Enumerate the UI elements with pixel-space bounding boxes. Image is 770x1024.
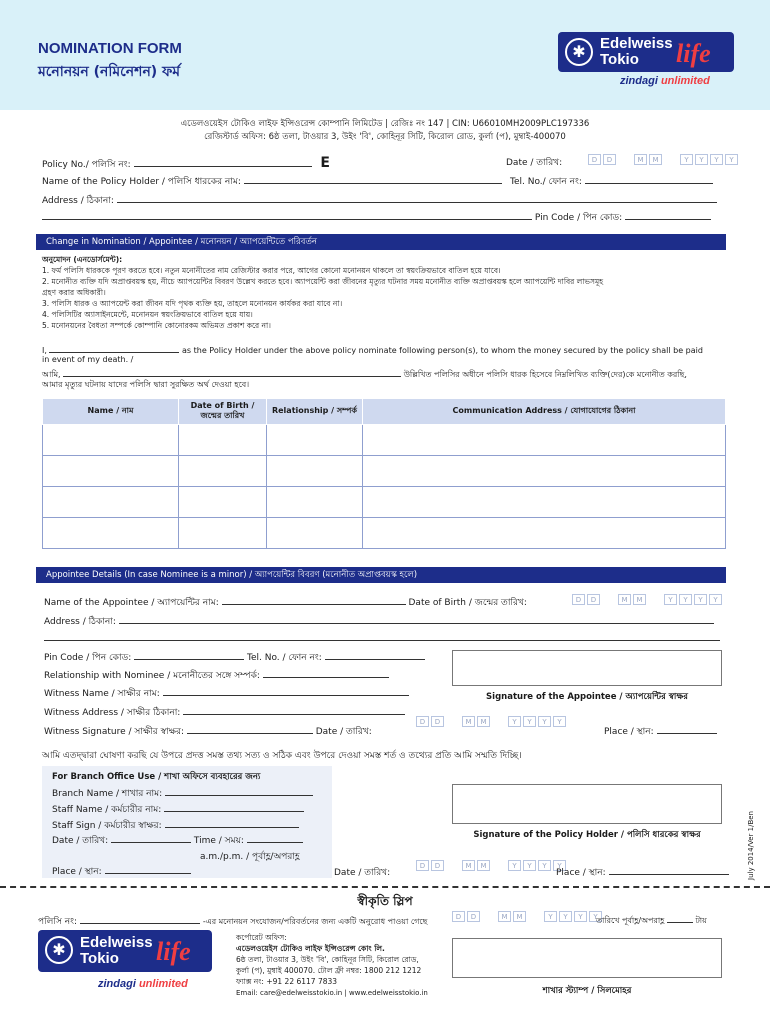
edelweiss-flower-icon: ✱ bbox=[565, 38, 593, 66]
witness-date-boxes[interactable]: D D M M Y Y Y Y bbox=[416, 716, 566, 727]
slip-title: স্বীকৃতি স্লিপ bbox=[357, 894, 413, 908]
company-line: এডেলওয়েইস টোকিও লাইফ ইন্সিওরেন্স কোম্পানি লিমিটেড | রেজিঃ নং 147 | CIN: U66010MH2009PLC197336 bbox=[180, 119, 590, 129]
witness-name-field[interactable]: Witness Name / সাক্ষীর নাম: bbox=[44, 686, 409, 701]
declaration-english-end: in event of my death. / bbox=[42, 355, 134, 364]
branch-panel-title: For Branch Office Use / শাখা অফিসে ব্যবহারের জন্য bbox=[52, 772, 261, 782]
holder-address-line2[interactable] bbox=[42, 210, 711, 225]
branch-stamp-label: শাখার স্ট্যাম্প / সিলমোহর bbox=[542, 986, 632, 996]
holder-sig-date-boxes[interactable]: D D M M Y Y Y Y bbox=[416, 860, 566, 871]
appointee-name-field[interactable]: Name of the Appointee / অ্যাপয়েন্টির নাম: Date of Birth / জন্মের তারিখ: bbox=[44, 598, 527, 608]
staff-name-field[interactable]: Staff Name / কর্মচারীর নাম: bbox=[52, 802, 304, 817]
tagline-zindagi: zindagi bbox=[620, 75, 658, 87]
tear-off-line bbox=[0, 886, 770, 888]
holder-sig-date-label: Date / তারিখ: bbox=[334, 868, 391, 878]
slip-office-email: Email: care@edelweisstokio.in | www.edelweisstokio.in bbox=[236, 989, 428, 997]
appointee-place-field[interactable]: Place / স্থান: bbox=[604, 724, 717, 739]
declaration-bengali-end: আমার মৃত্যুর ঘটনায় যাদের পলিসি দ্বারা সুরক্ষিত অর্থ দেওয়া হবে। bbox=[42, 380, 250, 389]
branch-name-field[interactable]: Branch Name / শাখার নাম: bbox=[52, 786, 313, 801]
holder-name-label: Name of the Policy Holder / পলিসি ধারকের নাম: bbox=[42, 177, 241, 187]
column-header-name: Name / নাম bbox=[43, 399, 179, 425]
policy-date-boxes[interactable]: D D M M Y Y Y Y bbox=[588, 154, 738, 165]
form-title: NOMINATION FORM bbox=[38, 40, 182, 57]
holder-address-label: Address / ঠিকানা: bbox=[42, 196, 114, 206]
note-item: 1. ফর্ম পলিসি ধারককে পূরণ করতে হবে। নতুন মনোনীতের নাম রেজিস্টার করার পরে, আগের কোনো মনোনয়ন থাকলে তা স্বয়ংক্রিয়ভাবে বাতিল হয়ে যাবে। bbox=[42, 266, 501, 275]
edelweiss-flower-icon: ✱ bbox=[45, 936, 73, 964]
appointee-address-field[interactable]: Address / ঠিকানা: bbox=[44, 614, 714, 629]
registered-office: রেজিস্টার্ড অফিস: 6ষ্ঠ তলা, টাওয়ার 3, উইং 'বি', কোহিনূর সিটি, কিরোল রোড, কুর্লা (প), মুম্বাই-400070 bbox=[204, 132, 566, 142]
company-logo bbox=[558, 32, 734, 72]
table-row bbox=[43, 456, 726, 487]
branch-ampm: a.m./p.m. / পূর্বাহ্ণ/অপরাহ্ণ bbox=[200, 852, 300, 862]
appointee-relationship-field[interactable]: Relationship with Nominee / মনোনীতের সঙ্গে সম্পর্ক: bbox=[44, 668, 389, 683]
slip-office-title: কর্পোরেট অফিস: bbox=[236, 933, 287, 942]
appointee-signature-label: Signature of the Appointee / অ্যাপয়েন্টির স্বাক্ষর bbox=[486, 692, 688, 702]
slip-office-address: 6ষ্ঠ তলা, টাওয়ার 3, উইং 'বি', কোহিনূর সিটি, কিরোল রোড, bbox=[236, 955, 419, 964]
note-item: 3. পলিসি ধারক ও অ্যাপয়েন্ট করা জীবন যদি পৃথক ব্যক্তি হয়, তাহলে মনোনয়ন কার্যকর করা যাবে না। bbox=[42, 299, 343, 308]
holder-address-field[interactable] bbox=[42, 193, 717, 208]
appointee-address-line2[interactable] bbox=[44, 632, 720, 644]
note-item: 5. মনোনয়নের বৈধতা সম্পর্কে কোম্পানি কোনোরকম অভিমত প্রকাশ করে না। bbox=[42, 321, 271, 330]
policy-holder-signature-box[interactable] bbox=[452, 784, 722, 824]
logo-text-life: life bbox=[156, 937, 191, 966]
logo-text-tokio: Tokio bbox=[600, 51, 639, 68]
notes-title: অনুমোদন (এনডোর্সমেন্ট): bbox=[42, 255, 123, 264]
note-item: 4. পলিসিটির অ্যাসাইনমেন্টে, মনোনয়ন স্বয়ংক্রিয়ভাবে বাতিল হয়ে যায়। bbox=[42, 310, 253, 319]
witness-signature-field[interactable]: Witness Signature / সাক্ষীর স্বাক্ষর: Date / তারিখ: bbox=[44, 727, 372, 737]
slip-tagline: zindagi unlimited bbox=[98, 978, 188, 990]
section-appointee-details: Appointee Details (In case Nominee is a minor) / অ্যাপয়েন্টির বিবরণ (মনোনীত অপ্রাপ্তবয়স্ক হলে) bbox=[36, 567, 726, 583]
holder-sig-place-field[interactable]: Place / স্থান: bbox=[556, 865, 729, 880]
slip-company-logo bbox=[38, 930, 212, 972]
appointee-dob-boxes[interactable]: D D M M Y Y Y Y bbox=[572, 594, 722, 605]
tagline-unlimited: unlimited bbox=[660, 75, 710, 87]
slip-office-fax: ফ্যাক্স নং: +91 22 6117 7833 bbox=[236, 977, 338, 986]
appointee-signature-box[interactable] bbox=[452, 650, 722, 686]
section-change-nomination: Change in Nomination / Appointee / মনোনয়ন / অ্যাপয়েন্টিতে পরিবর্তন bbox=[36, 234, 726, 250]
branch-date-time-field[interactable]: Date / তারিখ: Time / সময়: bbox=[52, 833, 303, 848]
policy-prefix: E bbox=[320, 155, 330, 171]
policy-date-label: Date / তারিখ: bbox=[506, 158, 563, 168]
slip-date-boxes[interactable]: D D M M Y Y Y Y bbox=[452, 911, 602, 922]
holder-tel-field[interactable] bbox=[510, 174, 713, 189]
logo-text-tokio: Tokio bbox=[80, 950, 119, 967]
policy-holder-signature-label: Signature of the Policy Holder / পলিসি ধারকের স্বাক্ষর bbox=[473, 830, 701, 840]
table-row bbox=[43, 518, 726, 549]
form-title-bengali: মনোনয়ন (নমিনেশন) ফর্ম bbox=[38, 64, 181, 80]
holder-tel-label: Tel. No./ ফোন নং: bbox=[510, 177, 582, 187]
logo-text-edelweiss: Edelweiss bbox=[600, 35, 673, 52]
slip-policy-field[interactable]: পলিসি নং: -এর মনোনয়ন সংযোজন/পরিবর্তনের জন্য একটি অনুরোধ পাওয়া গেছে bbox=[38, 917, 428, 927]
policy-number-field[interactable] bbox=[42, 155, 330, 172]
declaration-bengali[interactable]: আমি, উল্লিখিত পলিসির অধীনে পলিসি ধারক হিসেবে নিম্নলিখিত ব্যক্তি(দের)কে মনোনীত করছি, bbox=[42, 370, 687, 379]
table-row bbox=[43, 425, 726, 456]
logo-text-life: life bbox=[676, 39, 711, 68]
staff-sign-field[interactable]: Staff Sign / কর্মচারীর স্বাক্ষর: bbox=[52, 818, 299, 833]
holder-pin-label: Pin Code / পিন কোড: bbox=[534, 213, 623, 223]
slip-office-name: এডেলওয়েইস টোকিও লাইফ ইন্সিওরেন্স কোং লি. bbox=[236, 944, 385, 953]
note-item: গ্রহণ করার অধিকারী। bbox=[42, 288, 106, 297]
column-header-relationship: Relationship / সম্পর্ক bbox=[267, 399, 363, 425]
note-item: 2. মনোনীত ব্যক্তি যদি অপ্রাপ্তবয়স্ক হয়, নীচে অ্যাপয়েন্টির বিবরণ উল্লেখ করতে হবে। অ্যাপয়েন্টি করা জীবনের মৃত্যুর ঘটনার সময় মনোনীত ব্যক্তি অপ্রাপ্তবয়স্ক হলে অ্যাপয়েন্টি দাবির লাভসমূহ bbox=[42, 277, 604, 286]
nominee-table bbox=[42, 398, 726, 549]
branch-place-field[interactable]: Place / স্থান: bbox=[52, 864, 191, 879]
declaration-english[interactable]: I, as the Policy Holder under the above policy nominate following person(s), to whom the money secured by the policy shall be paid bbox=[42, 346, 703, 355]
slip-time-field[interactable]: তারিখে পূর্বাহ্ণ/অপরাহ্ণ টায় bbox=[596, 916, 707, 925]
table-row bbox=[43, 487, 726, 518]
slip-office-address: কুর্লা (প), মুম্বাই 400070. টোল ফ্রী নম্বর: 1800 212 1212 bbox=[236, 966, 422, 975]
policy-number-label: Policy No./ পলিসি নং: bbox=[42, 160, 131, 170]
witness-address-field[interactable]: Witness Address / সাক্ষীর ঠিকানা: bbox=[44, 705, 405, 720]
column-header-address: Communication Address / যোগাযোগের ঠিকানা bbox=[363, 399, 726, 425]
logo-text-edelweiss: Edelweiss bbox=[80, 934, 153, 951]
consent-declaration: আমি এতদ্দ্বারা ঘোষণা করছি যে উপরে প্রদত্ত সমস্ত তথ্য সত্য ও সঠিক এবং উপরে দেওয়া সমস্ত শর্ত ও তথ্যের প্রতি আমি সম্মতি দিচ্ছি। bbox=[42, 751, 522, 761]
column-header-dob: Date of Birth / জন্মের তারিখ bbox=[179, 399, 267, 425]
policy-holder-name-field[interactable] bbox=[42, 174, 502, 189]
tagline bbox=[620, 75, 710, 87]
version-label: July 2014/Ver 1/Ben bbox=[747, 811, 755, 880]
branch-stamp-box[interactable] bbox=[452, 938, 722, 978]
appointee-pin-tel-field[interactable]: Pin Code / পিন কোড: Tel. No. / ফোন নং: bbox=[44, 650, 425, 665]
